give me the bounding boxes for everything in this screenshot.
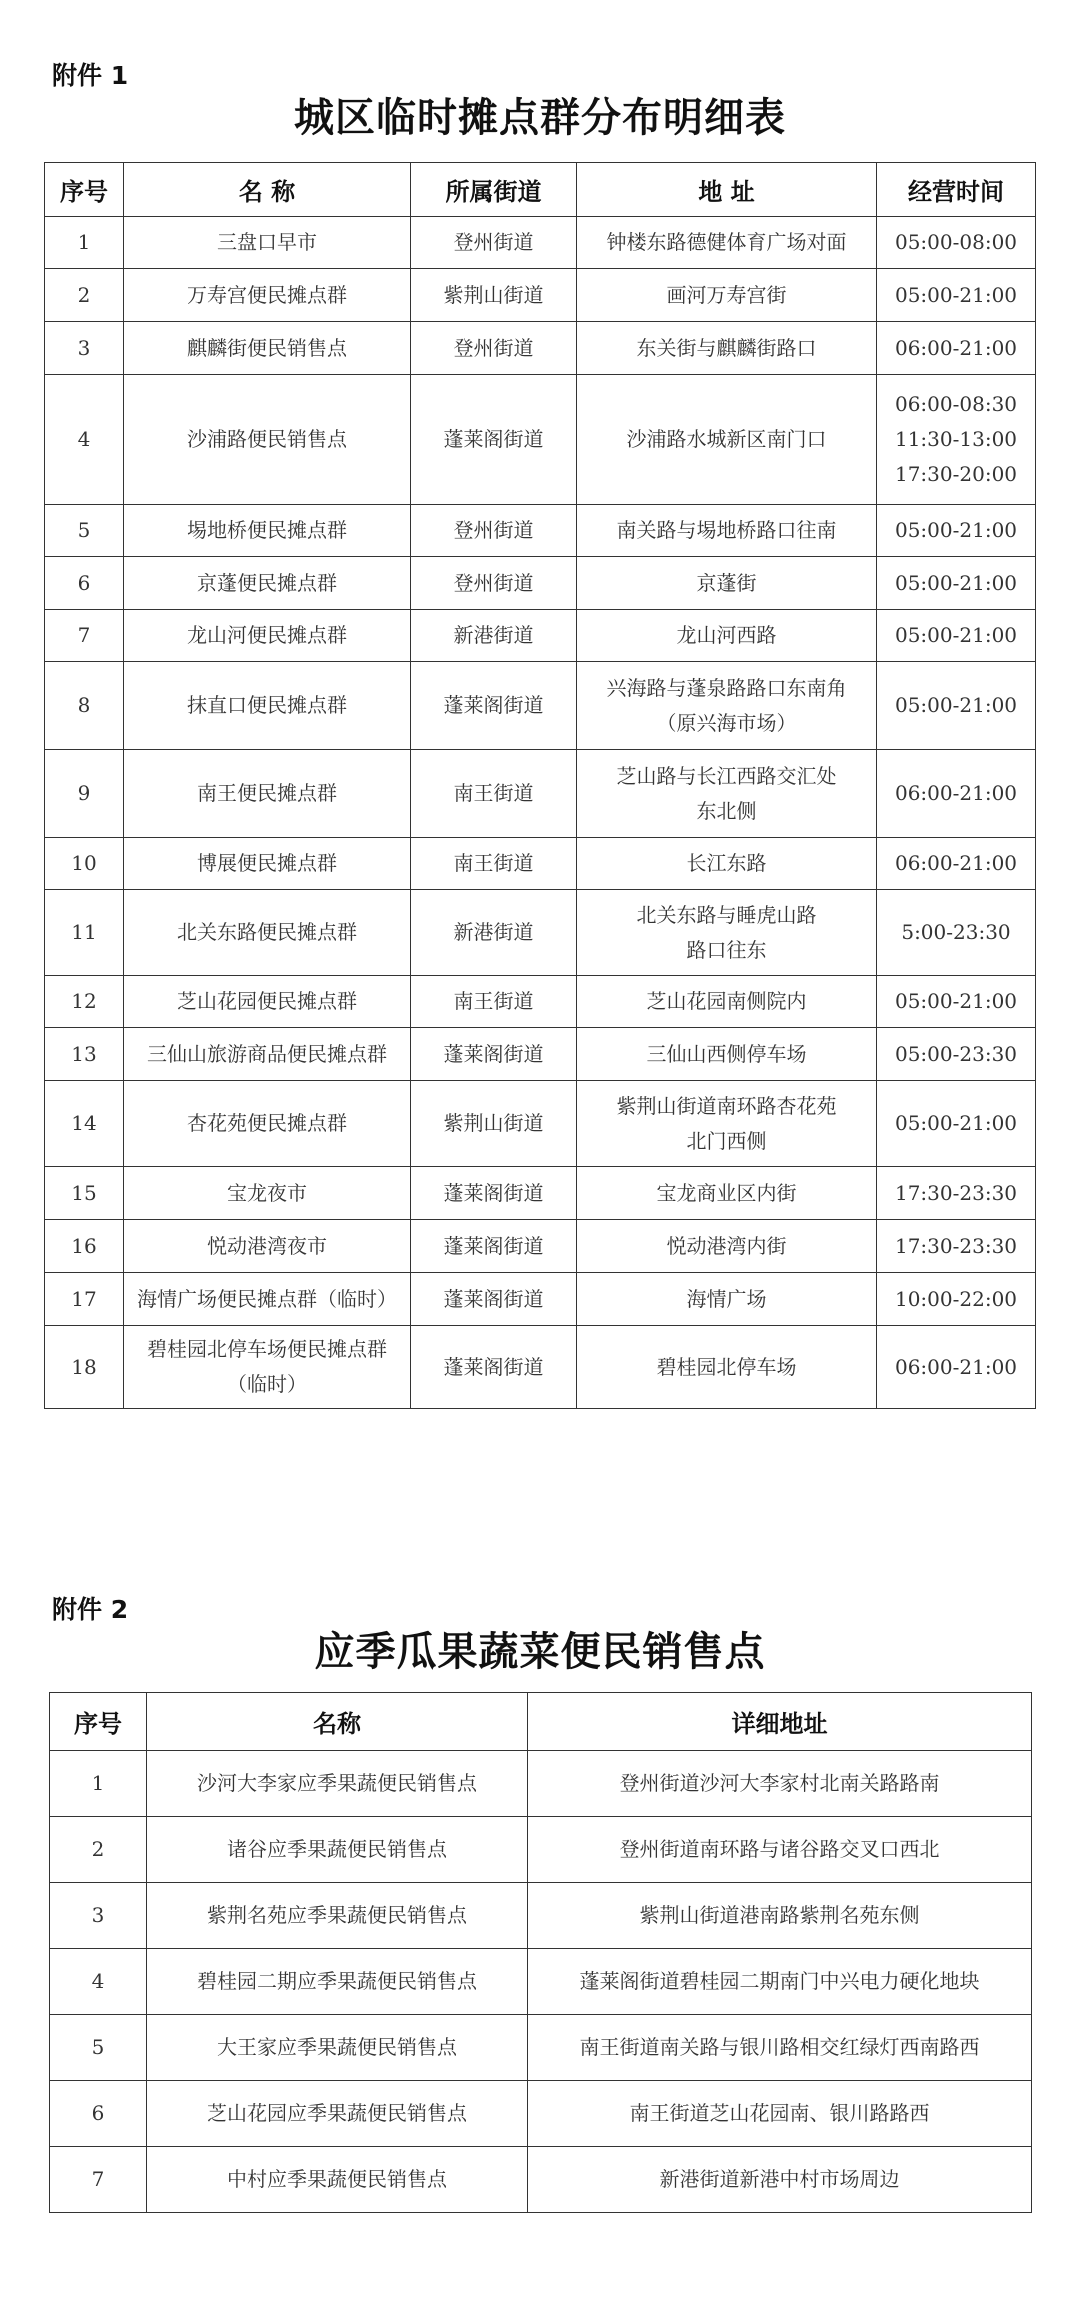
table-row — [45, 838, 1036, 890]
cell-no: 12 — [45, 976, 124, 1028]
table-row — [50, 1949, 1032, 2015]
cell-no: 15 — [45, 1167, 124, 1220]
cell-address-line: 东关街与麒麟街路口 — [636, 335, 817, 360]
cell-name-line: 杏花苑便民摊点群 — [187, 1111, 347, 1135]
cell-no: 4 — [50, 1949, 147, 2015]
cell-no: 18 — [45, 1326, 124, 1409]
cell-street: 南王街道 — [411, 838, 577, 890]
cell-no: 8 — [45, 662, 124, 750]
table-row — [45, 890, 1036, 976]
cell-name: 沙河大李家应季果蔬便民销售点 — [147, 1751, 528, 1817]
cell-address: 登州街道沙河大李家村北南关路路南 — [528, 1751, 1032, 1817]
cell-address — [577, 269, 877, 322]
cell-address: 南王街道芝山花园南、银川路路西 — [528, 2081, 1032, 2147]
cell-address-line: 长江东路 — [686, 851, 767, 875]
cell-name-line: 抹直口便民摊点群 — [187, 693, 347, 717]
cell-address-line: 海情广场 — [686, 1286, 767, 1311]
cell-name — [124, 269, 411, 322]
cell-address-line: 碧桂园北停车场 — [656, 1354, 797, 1379]
cell-no: 6 — [45, 557, 124, 610]
cell-name-line: 北关东路便民摊点群 — [177, 920, 357, 944]
cell-name-line: 碧桂园北停车场便民摊点群 — [147, 1337, 387, 1361]
cell-address — [577, 217, 877, 269]
cell-no: 11 — [45, 890, 124, 976]
cell-street: 登州街道 — [411, 322, 577, 375]
cell-hours — [877, 557, 1036, 610]
cell-hours-line: 05:00-21:00 — [894, 989, 1018, 1013]
cell-address — [577, 610, 877, 662]
cell-name — [124, 1273, 411, 1326]
cell-no: 7 — [45, 610, 124, 662]
cell-address-line: 紫荆山街道南环路杏花苑 — [616, 1093, 837, 1118]
cell-address-line: 南关路与埸地桥路口往南 — [616, 518, 837, 542]
cell-address — [577, 838, 877, 890]
cell-address-line: 芝山路与长江西路交汇处 — [616, 763, 837, 788]
cell-address — [577, 976, 877, 1028]
cell-name-line: 麒麟街便民销售点 — [187, 335, 347, 360]
cell-address-line: 兴海路与蓬泉路路口东南角 — [606, 675, 847, 700]
cell-hours-line: 17:30-23:30 — [894, 1233, 1018, 1258]
cell-address: 蓬莱阁街道碧桂园二期南门中兴电力硬化地块 — [528, 1949, 1032, 2015]
cell-street: 蓬莱阁街道 — [411, 1326, 577, 1409]
cell-no: 3 — [45, 322, 124, 375]
cell-street: 蓬莱阁街道 — [411, 1273, 577, 1326]
cell-address — [577, 1273, 877, 1326]
table-row — [50, 2015, 1032, 2081]
cell-name-line: 海情广场便民摊点群（临时） — [137, 1286, 397, 1311]
cell-name — [124, 1028, 411, 1081]
cell-address-line: 悦动港湾内街 — [666, 1233, 787, 1258]
cell-name — [124, 217, 411, 269]
cell-name-line: 三仙山旅游商品便民摊点群 — [147, 1041, 387, 1066]
cell-no: 10 — [45, 838, 124, 890]
cell-address — [577, 890, 877, 976]
seasonal-produce-table — [49, 1692, 1032, 2213]
cell-address — [577, 1220, 877, 1273]
cell-hours-line: 06:00-21:00 — [894, 1354, 1018, 1379]
cell-hours — [877, 750, 1036, 838]
cell-name-line: 京蓬便民摊点群 — [197, 570, 337, 595]
cell-hours — [877, 217, 1036, 269]
cell-hours — [877, 610, 1036, 662]
table-row — [50, 2147, 1032, 2213]
cell-hours-line: 05:00-21:00 — [894, 1111, 1018, 1135]
header-address: 地 址 — [577, 163, 877, 217]
header-hours: 经营时间 — [877, 163, 1036, 217]
cell-address — [577, 505, 877, 557]
table-header-row — [45, 163, 1036, 217]
cell-no: 1 — [50, 1751, 147, 1817]
cell-name — [124, 838, 411, 890]
cell-hours-line: 05:00-21:00 — [894, 282, 1018, 307]
cell-address — [577, 1081, 877, 1167]
cell-name — [124, 890, 411, 976]
header-name: 名称 — [147, 1693, 528, 1751]
header-no: 序号 — [50, 1693, 147, 1751]
cell-name: 中村应季果蔬便民销售点 — [147, 2147, 528, 2213]
cell-address — [577, 1167, 877, 1220]
cell-no: 6 — [50, 2081, 147, 2147]
table-row — [45, 610, 1036, 662]
cell-hours-line: 05:00-23:30 — [894, 1041, 1018, 1066]
cell-name — [124, 322, 411, 375]
cell-hours — [877, 322, 1036, 375]
cell-street: 南王街道 — [411, 976, 577, 1028]
cell-address-line: （原兴海市场） — [656, 710, 797, 735]
cell-street: 蓬莱阁街道 — [411, 1220, 577, 1273]
cell-hours-line: 17:30-23:30 — [894, 1180, 1018, 1205]
cell-street: 新港街道 — [411, 890, 577, 976]
cell-name: 大王家应季果蔬便民销售点 — [147, 2015, 528, 2081]
cell-name-line: 悦动港湾夜市 — [207, 1233, 327, 1258]
cell-hours-line: 06:00-08:30 — [894, 392, 1018, 416]
attachment-1-title: 城区临时摊点群分布明细表 — [294, 95, 786, 141]
cell-hours — [877, 1167, 1036, 1220]
cell-address — [577, 750, 877, 838]
cell-name — [124, 610, 411, 662]
cell-address-line: 北门西侧 — [686, 1128, 767, 1153]
cell-name — [124, 1220, 411, 1273]
header-street: 所属街道 — [411, 163, 577, 217]
cell-address-line: 东北侧 — [696, 798, 757, 823]
cell-address: 紫荆山街道港南路紫荆名苑东侧 — [528, 1883, 1032, 1949]
attachment-1-label: 附件 1 — [52, 61, 129, 90]
cell-address-line: 三仙山西侧停车场 — [646, 1041, 807, 1066]
table-row — [45, 1326, 1036, 1409]
table-row — [50, 1751, 1032, 1817]
table-row — [45, 1220, 1036, 1273]
cell-hours-line: 05:00-21:00 — [894, 693, 1018, 717]
cell-name — [124, 662, 411, 750]
cell-name-line: 万寿宫便民摊点群 — [187, 282, 347, 307]
cell-no: 1 — [45, 217, 124, 269]
cell-hours-line: 11:30-13:00 — [894, 427, 1018, 451]
cell-address — [577, 322, 877, 375]
cell-name — [124, 375, 411, 505]
cell-hours-line: 5:00-23:30 — [901, 920, 1011, 944]
cell-no: 14 — [45, 1081, 124, 1167]
cell-address-line: 钟楼东路德健体育广场对面 — [606, 230, 847, 254]
cell-hours — [877, 838, 1036, 890]
table-header-row — [50, 1693, 1032, 1751]
cell-no: 13 — [45, 1028, 124, 1081]
table-row — [45, 1273, 1036, 1326]
cell-address — [577, 1028, 877, 1081]
table-row — [50, 1817, 1032, 1883]
cell-address — [577, 1326, 877, 1409]
cell-address-line: 画河万寿宫街 — [666, 282, 787, 307]
stall-distribution-table — [44, 162, 1036, 1409]
cell-hours — [877, 890, 1036, 976]
cell-hours-line: 17:30-20:00 — [894, 462, 1018, 486]
table-row — [45, 322, 1036, 375]
cell-no: 5 — [50, 2015, 147, 2081]
cell-street: 蓬莱阁街道 — [411, 375, 577, 505]
cell-hours-line: 05:00-08:00 — [894, 230, 1018, 254]
table-row — [50, 1883, 1032, 1949]
cell-no: 7 — [50, 2147, 147, 2213]
table-row — [45, 505, 1036, 557]
table-row — [45, 557, 1036, 610]
cell-name-line: 三盘口早市 — [217, 230, 317, 254]
cell-street: 登州街道 — [411, 217, 577, 269]
attachment-2-label: 附件 2 — [52, 1595, 129, 1624]
cell-name: 诸谷应季果蔬便民销售点 — [147, 1817, 528, 1883]
cell-street: 蓬莱阁街道 — [411, 1167, 577, 1220]
cell-address — [577, 662, 877, 750]
table-row — [45, 662, 1036, 750]
cell-street: 登州街道 — [411, 505, 577, 557]
cell-address — [577, 375, 877, 505]
attachment-2-title: 应季瓜果蔬菜便民销售点 — [314, 1629, 766, 1675]
cell-hours-line: 05:00-21:00 — [894, 570, 1018, 595]
cell-hours-line: 06:00-21:00 — [894, 781, 1018, 805]
cell-no: 3 — [50, 1883, 147, 1949]
table-row — [45, 750, 1036, 838]
cell-address: 登州街道南环路与诸谷路交叉口西北 — [528, 1817, 1032, 1883]
table-row — [50, 2081, 1032, 2147]
cell-address-line: 京蓬街 — [696, 570, 757, 595]
cell-hours — [877, 269, 1036, 322]
cell-name-line: 沙浦路便民销售点 — [187, 427, 347, 451]
cell-name: 紫荆名苑应季果蔬便民销售点 — [147, 1883, 528, 1949]
cell-no: 5 — [45, 505, 124, 557]
header-name: 名 称 — [124, 163, 411, 217]
cell-hours-line: 06:00-21:00 — [894, 335, 1018, 360]
cell-name-line: （临时） — [227, 1372, 307, 1396]
cell-name-line: 南王便民摊点群 — [197, 781, 337, 805]
header-no: 序号 — [45, 163, 124, 217]
table-row — [45, 1167, 1036, 1220]
cell-name-line: 宝龙夜市 — [227, 1180, 307, 1205]
cell-address-line: 沙浦路水城新区南门口 — [626, 427, 827, 451]
cell-hours — [877, 1220, 1036, 1273]
cell-hours-line: 10:00-22:00 — [894, 1286, 1018, 1311]
table-row — [45, 217, 1036, 269]
cell-name-line: 博展便民摊点群 — [197, 851, 337, 875]
cell-no: 9 — [45, 750, 124, 838]
cell-address-line: 龙山河西路 — [676, 623, 777, 647]
cell-no: 2 — [50, 1817, 147, 1883]
cell-no: 2 — [45, 269, 124, 322]
header-address: 详细地址 — [528, 1693, 1032, 1751]
cell-name — [124, 750, 411, 838]
cell-address-line: 芝山花园南侧院内 — [646, 989, 807, 1013]
cell-name — [124, 1081, 411, 1167]
cell-name: 碧桂园二期应季果蔬便民销售点 — [147, 1949, 528, 2015]
cell-address — [577, 557, 877, 610]
cell-hours — [877, 375, 1036, 505]
table-row — [45, 976, 1036, 1028]
cell-street: 紫荆山街道 — [411, 1081, 577, 1167]
cell-hours — [877, 1273, 1036, 1326]
cell-address: 南王街道南关路与银川路相交红绿灯西南路西 — [528, 2015, 1032, 2081]
cell-hours — [877, 662, 1036, 750]
cell-hours-line: 05:00-21:00 — [894, 623, 1018, 647]
cell-hours — [877, 1326, 1036, 1409]
cell-no: 16 — [45, 1220, 124, 1273]
cell-name — [124, 976, 411, 1028]
cell-street: 新港街道 — [411, 610, 577, 662]
table-row — [45, 1028, 1036, 1081]
cell-no: 17 — [45, 1273, 124, 1326]
cell-name — [124, 1167, 411, 1220]
cell-hours-line: 06:00-21:00 — [894, 851, 1018, 875]
cell-street: 蓬莱阁街道 — [411, 662, 577, 750]
cell-street: 蓬莱阁街道 — [411, 1028, 577, 1081]
cell-hours — [877, 505, 1036, 557]
cell-address-line: 路口往东 — [686, 937, 767, 962]
cell-name-line: 芝山花园便民摊点群 — [177, 989, 357, 1013]
table-row — [45, 269, 1036, 322]
cell-address-line: 宝龙商业区内街 — [656, 1180, 797, 1205]
cell-hours — [877, 1081, 1036, 1167]
cell-hours — [877, 1028, 1036, 1081]
cell-name — [124, 1326, 411, 1409]
cell-street: 登州街道 — [411, 557, 577, 610]
cell-address-line: 北关东路与睡虎山路 — [636, 902, 817, 927]
cell-name: 芝山花园应季果蔬便民销售点 — [147, 2081, 528, 2147]
cell-name — [124, 557, 411, 610]
cell-name — [124, 505, 411, 557]
cell-hours-line: 05:00-21:00 — [894, 518, 1018, 542]
cell-street: 紫荆山街道 — [411, 269, 577, 322]
cell-street: 南王街道 — [411, 750, 577, 838]
cell-no: 4 — [45, 375, 124, 505]
cell-name-line: 埸地桥便民摊点群 — [187, 518, 347, 542]
cell-address: 新港街道新港中村市场周边 — [528, 2147, 1032, 2213]
table-row — [45, 1081, 1036, 1167]
cell-name-line: 龙山河便民摊点群 — [187, 623, 347, 647]
table-row — [45, 375, 1036, 505]
cell-hours — [877, 976, 1036, 1028]
